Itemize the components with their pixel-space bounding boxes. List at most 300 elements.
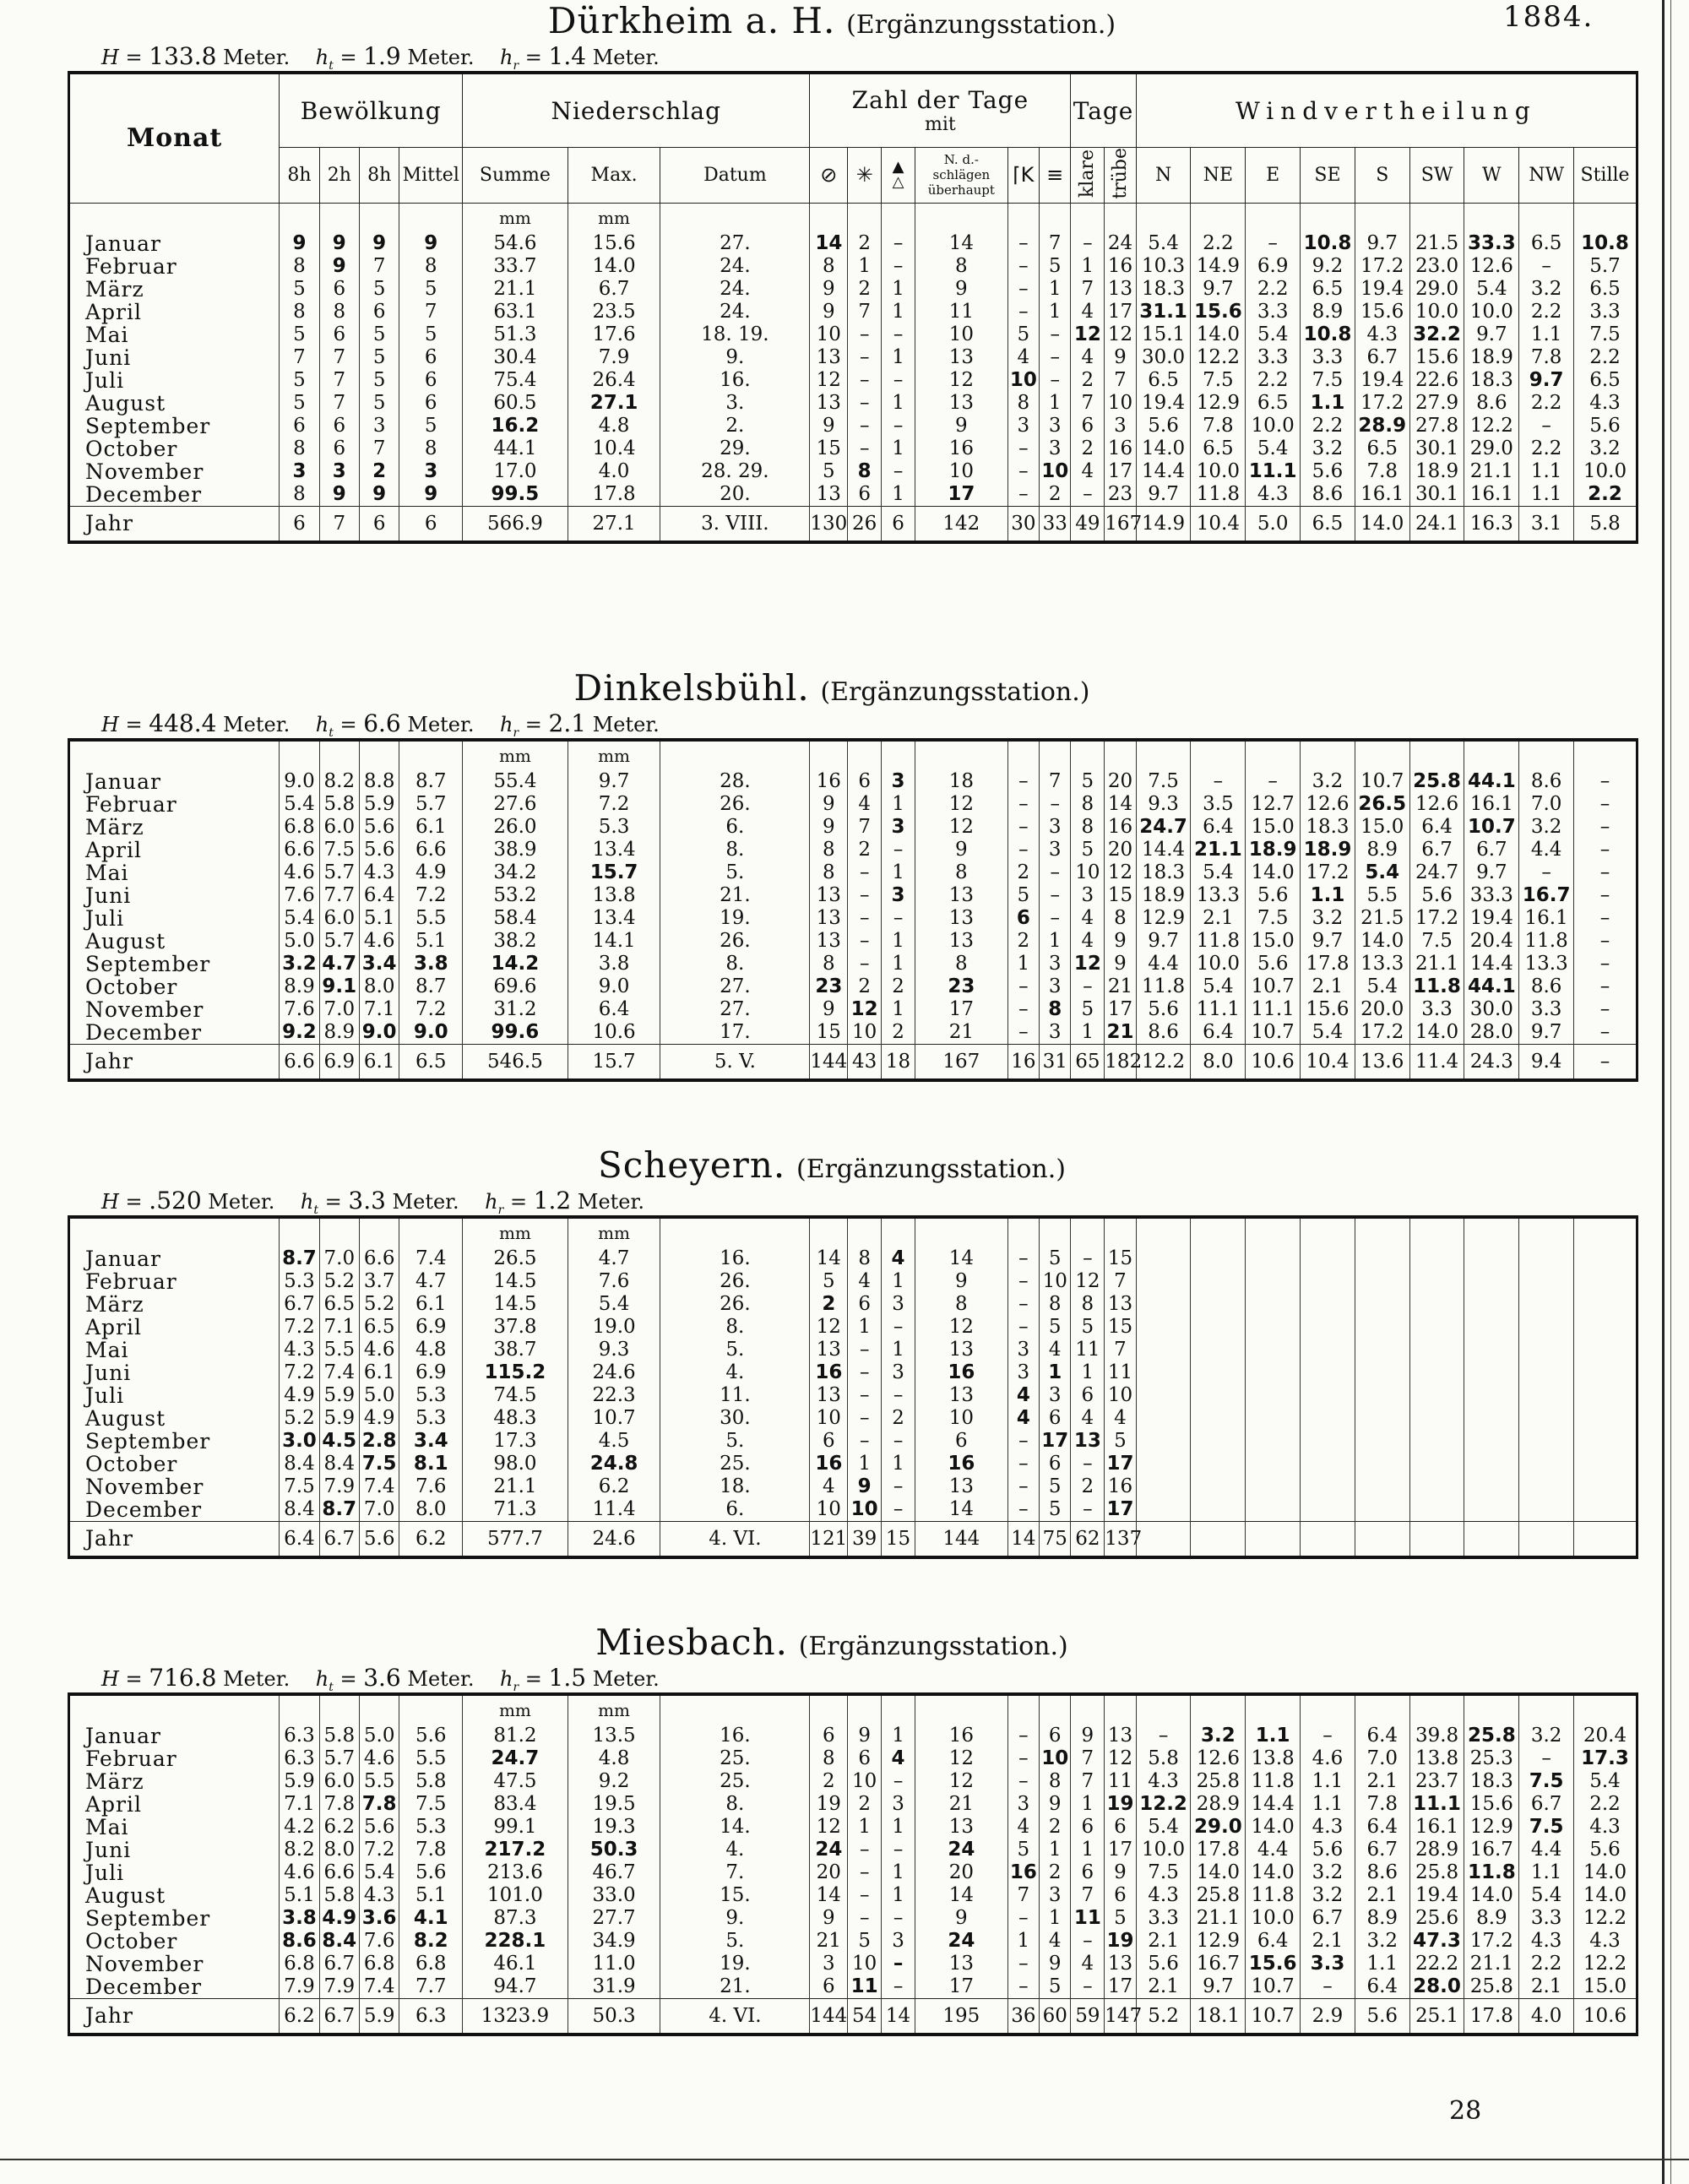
table-cell-text: 7 <box>333 368 346 391</box>
table-cell-text: 6 <box>858 1747 871 1769</box>
table-cell-text: 5.6 <box>363 816 395 838</box>
table-cell-text: – <box>1050 884 1060 906</box>
table-cell <box>1040 998 1071 1021</box>
table-cell-text: 13 <box>948 1475 974 1497</box>
table-cell-text: 8 <box>823 953 835 975</box>
table-cell <box>1136 861 1191 884</box>
table-cell-text: 7.2 <box>284 1316 315 1338</box>
table-cell-text: 10.0 <box>1583 459 1627 482</box>
table-cell <box>1007 816 1039 839</box>
table-cell <box>1519 1293 1574 1316</box>
table-cell <box>1136 232 1191 255</box>
table-cell-text: 9 <box>1114 345 1127 368</box>
table-cell <box>463 1816 568 1839</box>
table-cell <box>660 1339 810 1361</box>
table-cell-text: – <box>859 861 870 883</box>
table-cell <box>810 1430 848 1453</box>
table-cell <box>1040 1361 1071 1384</box>
table-cell <box>399 1407 463 1430</box>
table-cell <box>810 1339 848 1361</box>
table-cell <box>1191 839 1246 861</box>
table-cell <box>280 1475 319 1498</box>
table-row <box>69 1884 1637 1907</box>
table-cell-text: 5.8 <box>323 793 356 815</box>
table-cell-text: 53.2 <box>493 884 537 906</box>
table-row <box>69 1816 1637 1839</box>
table-cell-text: 7.6 <box>415 1475 447 1497</box>
jahr-cell: 6.2 <box>280 1999 319 2035</box>
table-cell-text: 6.7 <box>1312 1907 1344 1929</box>
table-cell <box>1409 861 1464 884</box>
table-cell-text: 6.5 <box>363 1316 395 1338</box>
table-cell-text: 12 <box>850 998 878 1020</box>
height-unit: Meter. <box>592 713 660 736</box>
jahr-cell: 3.1 <box>1519 506 1574 542</box>
jahr-cell: 137 <box>1105 1522 1136 1558</box>
table-cell-text: 2.1 <box>1203 907 1234 929</box>
table-cell-text: – <box>1599 884 1610 906</box>
table-cell-text: 58.4 <box>493 907 537 929</box>
table-cell-text: 18.9 <box>1303 839 1352 861</box>
table-cell <box>399 953 463 975</box>
table-cell <box>1355 1453 1409 1475</box>
table-cell-text: 44.1 <box>1467 975 1516 997</box>
table-cell-text: 3 <box>1048 975 1062 997</box>
table-cell <box>1105 1975 1136 1999</box>
table-cell <box>848 1907 882 1930</box>
table-cell <box>882 415 915 437</box>
table-cell <box>319 861 359 884</box>
table-cell-text: 23.0 <box>1415 254 1459 277</box>
table-cell-text: 8.6 <box>1476 391 1507 414</box>
table-cell-text: 4 <box>1081 1953 1094 1975</box>
table-cell-text: 12.9 <box>1196 391 1240 414</box>
table-cell-text: 25.6 <box>1415 1907 1459 1929</box>
table-cell <box>1574 953 1637 975</box>
table-cell <box>882 1907 915 1930</box>
table-cell <box>1246 998 1301 1021</box>
table-cell <box>1191 369 1246 392</box>
table-cell <box>1105 884 1136 907</box>
table-cell-text: – <box>1322 1725 1333 1747</box>
table-cell <box>463 1407 568 1430</box>
table-cell <box>1355 437 1409 460</box>
table-cell-text: – <box>1158 1725 1169 1747</box>
table-cell-text: 4.6 <box>363 1747 395 1769</box>
table-cell-text: 9.0 <box>413 1021 448 1043</box>
table-cell <box>1246 1884 1301 1907</box>
table-cell <box>568 1430 660 1453</box>
table-cell-text: 3 <box>1048 414 1062 437</box>
table-cell <box>399 323 463 346</box>
niederschlag-col-header: Datum <box>660 148 810 204</box>
table-cell-text: 9 <box>955 277 968 300</box>
table-cell <box>1191 1747 1246 1770</box>
table-cell-text: 18.3 <box>1141 277 1186 300</box>
table-cell-text: 1 <box>892 391 904 414</box>
table-cell-text: 13 <box>1107 1725 1133 1747</box>
table-cell <box>1519 1884 1574 1907</box>
table-cell <box>882 1247 915 1270</box>
table-cell-text: 17.3 <box>1581 1747 1629 1769</box>
table-cell <box>319 392 359 415</box>
table-cell <box>1246 1475 1301 1498</box>
table-cell <box>1071 437 1105 460</box>
table-cell <box>1007 1907 1039 1930</box>
month-label <box>69 323 280 346</box>
jahr-cell: 6 <box>882 506 915 542</box>
table-cell-text: 3 <box>891 770 905 792</box>
table-cell <box>660 1975 810 1999</box>
jahr-cell: 6.9 <box>319 1045 359 1081</box>
table-cell-text: 4 <box>1081 300 1094 323</box>
table-cell <box>848 884 882 907</box>
table-cell-text: 17.8 <box>1306 953 1350 975</box>
table-cell-text: 14 <box>816 1247 841 1269</box>
table-cell-text: – <box>1018 975 1029 997</box>
table-cell-text: 10 <box>1042 1270 1067 1292</box>
table-cell <box>1519 1839 1574 1861</box>
table-cell <box>1464 301 1519 323</box>
table-cell-text: 4.0 <box>598 459 630 482</box>
table-row <box>69 816 1637 839</box>
table-cell-text: 3.5 <box>1203 793 1234 815</box>
table-cell <box>848 1747 882 1770</box>
table-cell <box>915 770 1008 793</box>
table-cell-text: 1 <box>892 300 904 323</box>
table-cell-text: 13.3 <box>1360 953 1404 975</box>
table-cell <box>1464 1930 1519 1953</box>
table-cell-text: 8.0 <box>323 1839 356 1861</box>
table-cell-text: 28.9 <box>1196 1793 1240 1815</box>
table-cell <box>1071 1453 1105 1475</box>
table-cell-text: 13 <box>816 391 841 414</box>
table-cell-text: 24.7 <box>491 1747 540 1769</box>
table-cell <box>810 369 848 392</box>
table-cell <box>463 1247 568 1270</box>
table-cell <box>1007 1861 1039 1884</box>
table-cell-text: 99.1 <box>493 1816 537 1838</box>
table-cell-text: – <box>1018 1316 1029 1338</box>
table-cell-text: 13 <box>948 884 974 906</box>
station-type: (Ergänzungsstation.) <box>798 1632 1068 1661</box>
table-cell <box>568 1361 660 1384</box>
table-cell <box>1301 483 1355 507</box>
height-unit: Meter. <box>592 46 660 69</box>
niederschlag-header-label: Niederschlag <box>551 96 722 125</box>
table-cell <box>1071 1247 1105 1270</box>
table-cell-text: 6.9 <box>415 1361 447 1383</box>
table-cell <box>1071 392 1105 415</box>
table-cell-text: – <box>859 953 870 975</box>
table-cell-text: 20 <box>1107 770 1133 792</box>
table-cell-text: 5. <box>725 1339 745 1361</box>
table-cell <box>915 1021 1008 1045</box>
table-cell <box>882 323 915 346</box>
table-row <box>69 861 1637 884</box>
table-cell-text: 9 <box>332 254 346 277</box>
table-cell <box>1105 346 1136 369</box>
table-cell-text: 4 <box>1081 459 1094 482</box>
right-page-rule-thin <box>1670 0 1671 2184</box>
jahr-label: Jahr <box>69 1999 280 2035</box>
table-cell-text: 3 <box>892 1930 904 1952</box>
table-cell-text: 18.3 <box>1306 816 1350 838</box>
table-cell-text: 12 <box>816 1316 841 1338</box>
table-cell-text: 13.3 <box>1196 884 1240 906</box>
table-cell-text: 7 <box>1114 1270 1127 1292</box>
table-cell <box>359 437 399 460</box>
table-cell-text: 24. <box>720 254 751 277</box>
month-label-text: December <box>85 481 203 507</box>
table-cell <box>1007 255 1039 278</box>
table-cell <box>319 998 359 1021</box>
table-cell <box>280 1361 319 1384</box>
height-unit: Meter. <box>407 713 475 736</box>
table-cell-text: – <box>1599 975 1610 997</box>
table-cell-text: 14.0 <box>1251 861 1295 883</box>
table-cell-text: 39.8 <box>1415 1725 1459 1747</box>
table-cell-text: 14.4 <box>1141 839 1186 861</box>
table-cell-text: 8.9 <box>1312 300 1344 323</box>
table-cell-text: – <box>893 907 904 929</box>
table-cell <box>1301 278 1355 301</box>
bewoelkung-col-header: 2h <box>319 148 359 204</box>
table-cell-text: 6.8 <box>415 1953 447 1975</box>
table-cell <box>1007 1339 1039 1361</box>
table-cell-text: 9. <box>725 345 745 368</box>
table-cell <box>1071 1861 1105 1884</box>
table-cell-text: 1 <box>1081 1021 1094 1043</box>
month-label <box>69 861 280 884</box>
table-cell-text: 9 <box>1114 953 1127 975</box>
table-cell-text: 9 <box>823 277 835 300</box>
table-cell <box>1040 278 1071 301</box>
table-cell-text: 1.1 <box>1530 1861 1562 1883</box>
table-cell <box>1409 1475 1464 1498</box>
table-cell <box>1007 483 1039 507</box>
table-cell <box>1040 975 1071 998</box>
table-cell-text: 6.8 <box>284 816 315 838</box>
table-cell <box>1007 1430 1039 1453</box>
table-cell-text: 12.7 <box>1251 793 1295 815</box>
table-cell-text: 16 <box>815 1453 843 1475</box>
table-cell <box>1464 483 1519 507</box>
table-cell-text: 7.4 <box>363 1975 395 1997</box>
table-cell-text: 8 <box>293 482 306 505</box>
table-cell-text: 5.6 <box>1589 414 1621 437</box>
table-cell <box>1409 998 1464 1021</box>
table-cell <box>280 1498 319 1522</box>
table-cell <box>1246 1270 1301 1293</box>
table-cell-text: 13 <box>816 907 841 929</box>
table-cell <box>568 346 660 369</box>
table-cell <box>1409 1861 1464 1884</box>
table-cell-text: 12.9 <box>1141 907 1186 929</box>
table-cell <box>399 1884 463 1907</box>
table-cell-text: 30.0 <box>1141 345 1186 368</box>
table-cell <box>1007 930 1039 953</box>
table-cell <box>359 232 399 255</box>
table-cell <box>810 907 848 930</box>
table-cell-text: 9 <box>823 300 835 323</box>
table-cell <box>1007 1475 1039 1498</box>
snow-icon: ✳ <box>848 148 882 204</box>
table-cell-text: 7.7 <box>415 1975 447 1997</box>
table-cell-text: 1.1 <box>1530 459 1562 482</box>
jahr-label: Jahr <box>69 1045 280 1081</box>
jahr-cell: 43 <box>848 1045 882 1081</box>
height-value-ht: 6.6 <box>363 709 401 737</box>
table-cell <box>1040 1793 1071 1816</box>
table-cell <box>1105 1453 1136 1475</box>
jahr-cell: 9.4 <box>1519 1045 1574 1081</box>
table-cell <box>1574 1930 1637 1953</box>
table-cell <box>1301 1770 1355 1793</box>
table-cell-text: – <box>859 1839 870 1861</box>
table-cell <box>810 1293 848 1316</box>
table-cell-text: 19. <box>720 1953 751 1975</box>
table-cell-text: 9 <box>1114 930 1127 952</box>
table-cell <box>660 793 810 816</box>
station-name: Scheyern. <box>598 1144 786 1186</box>
table-cell <box>463 437 568 460</box>
table-cell <box>1040 232 1071 255</box>
table-cell <box>280 1770 319 1793</box>
table-cell <box>810 998 848 1021</box>
table-cell-text: 6 <box>823 1430 835 1452</box>
table-cell-text: – <box>1018 1747 1029 1769</box>
table-cell <box>399 907 463 930</box>
table-cell-text: 5 <box>1081 770 1094 792</box>
table-cell-text: 15.7 <box>589 861 638 883</box>
table-cell <box>359 483 399 507</box>
table-cell-text: 6.7 <box>1476 839 1507 861</box>
month-label-text: Mai <box>85 322 129 347</box>
table-cell-text: 14.0 <box>592 254 636 277</box>
table-cell-text: 7.9 <box>323 1975 356 1997</box>
table-cell-text: – <box>893 1498 904 1520</box>
jahr-cell: 15 <box>882 1522 915 1558</box>
hail-icon: ⊘ <box>810 148 848 204</box>
table-cell <box>1007 460 1039 483</box>
jahr-cell: 144 <box>810 1045 848 1081</box>
table-cell <box>660 415 810 437</box>
table-cell <box>915 323 1008 346</box>
table-cell-text: 9.7 <box>598 770 630 792</box>
table-cell-text: 1 <box>892 437 904 459</box>
table-cell <box>1519 1021 1574 1045</box>
table-cell <box>810 1816 848 1839</box>
table-cell <box>1191 1953 1246 1975</box>
table-cell <box>1191 1430 1246 1453</box>
table-cell-text: 14 <box>948 1247 974 1269</box>
table-cell <box>1574 1475 1637 1498</box>
table-cell-text: 87.3 <box>493 1907 537 1929</box>
table-cell-text: 1 <box>1048 277 1062 300</box>
table-cell <box>1464 953 1519 975</box>
table-cell-text: 15.6 <box>1193 300 1242 323</box>
table-cell <box>1574 1975 1637 1999</box>
month-label <box>69 1816 280 1839</box>
unit-mm: mm <box>463 1694 568 1725</box>
table-cell-text: 13 <box>816 1339 841 1361</box>
table-cell-text: 5.0 <box>284 930 315 952</box>
table-cell <box>1355 323 1409 346</box>
table-cell-text: 16.7 <box>1196 1953 1240 1975</box>
table-cell <box>882 1770 915 1793</box>
table-cell-text: 3.2 <box>1589 437 1621 459</box>
table-cell-text: 9.2 <box>1312 254 1344 277</box>
month-label <box>69 1770 280 1793</box>
table-cell <box>1355 369 1409 392</box>
table-cell <box>882 255 915 278</box>
table-cell <box>1519 415 1574 437</box>
table-cell <box>1301 1453 1355 1475</box>
table-cell <box>1246 1247 1301 1270</box>
table-cell <box>359 884 399 907</box>
table-cell <box>1040 1498 1071 1522</box>
table-cell-text: 21 <box>948 1793 974 1815</box>
table-cell <box>915 1793 1008 1816</box>
table-cell <box>568 1747 660 1770</box>
table-cell-text: 7 <box>1017 1884 1030 1906</box>
table-cell <box>1301 1793 1355 1816</box>
table-cell-text: 217.2 <box>484 1839 546 1861</box>
table-cell <box>660 1453 810 1475</box>
table-row <box>69 415 1637 437</box>
month-label-text: April <box>85 1792 142 1817</box>
table-row <box>69 369 1637 392</box>
table-cell <box>1191 1770 1246 1793</box>
table-cell <box>1246 1453 1301 1475</box>
table-cell-text: 18.9 <box>1415 459 1459 482</box>
table-cell <box>1355 1930 1409 1953</box>
table-cell <box>1105 1725 1136 1747</box>
table-cell <box>1409 1361 1464 1384</box>
table-cell-text: 4.3 <box>1148 1770 1179 1792</box>
table-cell <box>915 816 1008 839</box>
table-cell <box>319 301 359 323</box>
table-cell <box>399 1453 463 1475</box>
table-cell <box>463 930 568 953</box>
table-cell <box>915 232 1008 255</box>
table-cell-text: – <box>1018 1953 1029 1975</box>
table-cell <box>280 392 319 415</box>
table-cell-text: 8.7 <box>322 1498 357 1520</box>
table-cell-text: 7.8 <box>323 1793 356 1815</box>
table-cell-text: 10.7 <box>592 1407 636 1429</box>
table-cell-text: 4.7 <box>598 1247 630 1269</box>
table-cell <box>568 930 660 953</box>
table-cell <box>1191 460 1246 483</box>
table-cell <box>1105 1475 1136 1498</box>
table-cell-text: 5.1 <box>284 1884 315 1906</box>
unit-mm: mm <box>568 740 660 770</box>
table-cell-text: 13 <box>816 1384 841 1406</box>
table-cell <box>1040 1339 1071 1361</box>
table-cell <box>1464 793 1519 816</box>
table-cell-text: 4.5 <box>598 1430 630 1452</box>
table-cell-text: 6.4 <box>1203 1021 1234 1043</box>
table-cell <box>915 1861 1008 1884</box>
table-cell-text: 115.2 <box>484 1361 546 1383</box>
table-cell-text: 6.0 <box>323 907 356 929</box>
jahr-cell: 75 <box>1040 1522 1071 1558</box>
table-cell-text: 5.1 <box>415 930 447 952</box>
table-cell <box>915 1247 1008 1270</box>
table-cell <box>1191 1907 1246 1930</box>
